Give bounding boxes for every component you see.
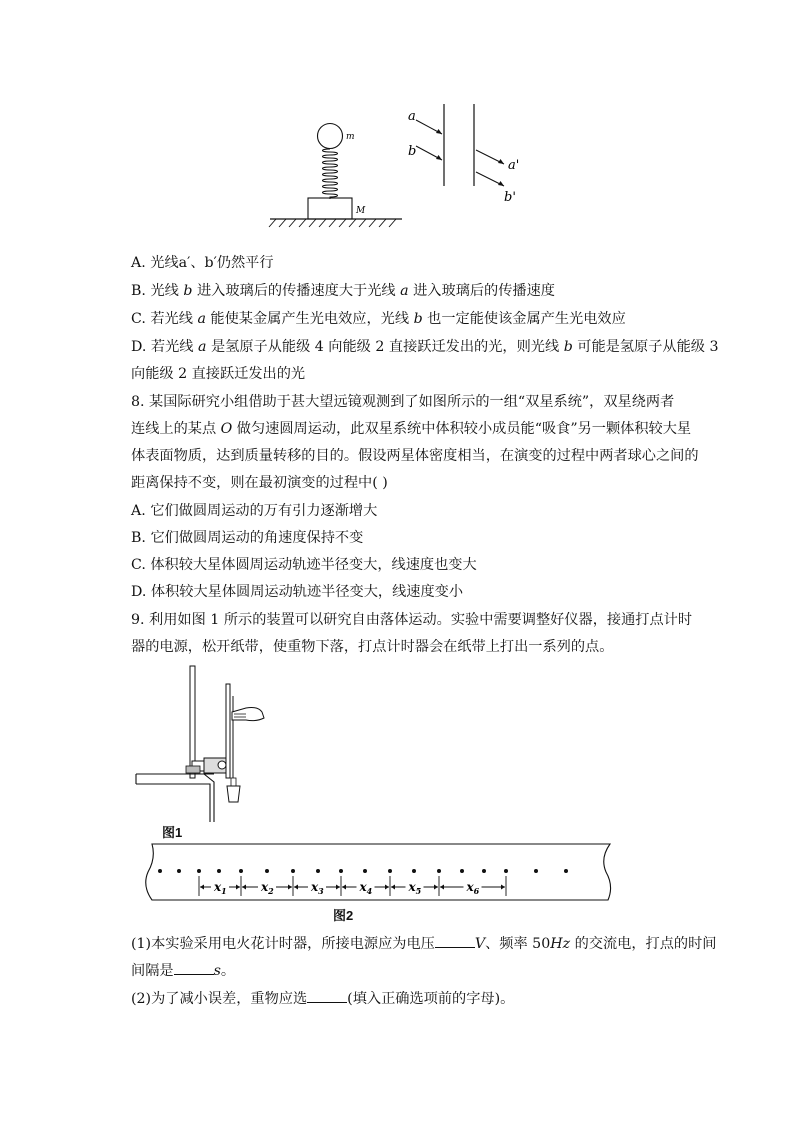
weight xyxy=(227,786,240,802)
spring-mass-figure xyxy=(262,114,412,232)
q8-option-b: B. 它们做圆周运动的角速度保持不变 xyxy=(131,530,364,546)
tape-dot xyxy=(363,869,367,873)
q7-option-d: D. 若光线 a 是氢原子从能级 4 向能级 2 直接跃迁发出的光，则光线 b 可能是氢原子从能级 3 xyxy=(131,339,719,355)
segment-label-x1: $x_1$ xyxy=(214,880,227,896)
spring-coil xyxy=(323,149,338,199)
q7-option-c: C. 若光线 a 能使某金属产生光电效应，光线 b 也一定能使该金属产生光电效应 xyxy=(131,311,626,327)
label-a-prime: a' xyxy=(508,158,520,173)
tape-dot xyxy=(388,869,392,873)
q8-stem-2: 连线上的某点 O 做匀速圆周运动，此双星系统中体积较小成员能“吸食”另一颗体积较大星 xyxy=(131,421,692,437)
tape-dot xyxy=(239,869,243,873)
label-b-prime: b' xyxy=(504,190,516,205)
tape-dot xyxy=(291,869,295,873)
timer-plate xyxy=(226,684,230,778)
q8-stem-3: 体表面物质，达到质量转移的目的。假设两星体密度相当，在演变的过程中两者球心之间的 xyxy=(131,448,699,464)
glass-slab-figure xyxy=(400,100,530,210)
q7-option-d-cont: 向能级 2 直接跃迁发出的光 xyxy=(131,366,306,382)
q9-sub1-line1: (1)本实验采用电火花计时器，所接电源应为电压 V、频率 50Hz 的交流电，打点的时间 xyxy=(131,933,717,954)
q8-stem-1: 8. 某国际研究小组借助于甚大望远镜观测到了如图所示的一组“双星系统”，双星绕两者 xyxy=(131,394,675,410)
q9-sub2: (2)为了减小误差，重物应选 (填入正确选项前的字母)。 xyxy=(131,988,514,1009)
ball-m xyxy=(318,124,343,149)
segment-label-x4: $x_4$ xyxy=(359,880,373,896)
q9-stem-2: 器的电源，松开纸带，使重物下落，打点计时器会在纸带上打出一系列的点。 xyxy=(131,639,614,655)
tape-dot xyxy=(504,869,508,873)
paper-tape-figure xyxy=(138,840,618,906)
voltage-blank[interactable] xyxy=(435,933,475,948)
tape-dot xyxy=(564,869,568,873)
segment-label-x6: $x_6$ xyxy=(466,880,480,896)
label-M: M xyxy=(356,206,366,216)
label-b: b xyxy=(408,144,417,159)
figure2-caption: 图2 xyxy=(333,908,354,923)
interval-blank[interactable] xyxy=(174,960,214,975)
tape-dot xyxy=(534,869,538,873)
label-a: a xyxy=(408,109,416,124)
tape-dot xyxy=(437,869,441,873)
tape-dot xyxy=(339,869,343,873)
tape-dot xyxy=(177,869,181,873)
tape-segments xyxy=(199,876,506,896)
tape-dots xyxy=(158,869,568,873)
segment-label-x3: $x_3$ xyxy=(311,880,324,896)
q9-stem-1: 9. 利用如图 1 所示的装置可以研究自由落体运动。实验中需要调整好仪器，接通打点计时 xyxy=(131,612,693,628)
tape-dot xyxy=(316,869,320,873)
tape-dot xyxy=(460,869,464,873)
tape-dot xyxy=(265,869,269,873)
label-m: m xyxy=(346,132,355,142)
table xyxy=(136,774,214,822)
q8-option-c: C. 体积较大星体圆周运动轨迹半径变大，线速度也变大 xyxy=(131,557,477,573)
figure1-caption: 图1 xyxy=(162,825,183,840)
tape-dot xyxy=(158,869,162,873)
weight-choice-blank[interactable] xyxy=(307,988,347,1003)
free-fall-apparatus-figure xyxy=(134,662,274,827)
block-M xyxy=(308,198,352,219)
q8-option-a: A. 它们做圆周运动的万有引力逐渐增大 xyxy=(131,503,378,519)
q8-option-d: D. 体积较大星体圆周运动轨迹半径变大，线速度变小 xyxy=(131,584,464,600)
tape-dot xyxy=(482,869,486,873)
q7-option-a: A. 光线a′、b′仍然平行 xyxy=(131,255,274,271)
q9-sub1-line2: 间隔是 s。 xyxy=(131,960,235,981)
segment-label-x2: $x_2$ xyxy=(261,880,274,896)
tape-dot xyxy=(197,869,201,873)
segment-label-x5: $x_5$ xyxy=(408,880,422,896)
q8-stem-4: 距离保持不变，则在最初演变的过程中( ) xyxy=(131,475,388,491)
q7-option-b: B. 光线 b 进入玻璃后的传播速度大于光线 a 进入玻璃后的传播速度 xyxy=(131,283,555,299)
tape-dot xyxy=(412,869,416,873)
tape-dot xyxy=(217,869,221,873)
